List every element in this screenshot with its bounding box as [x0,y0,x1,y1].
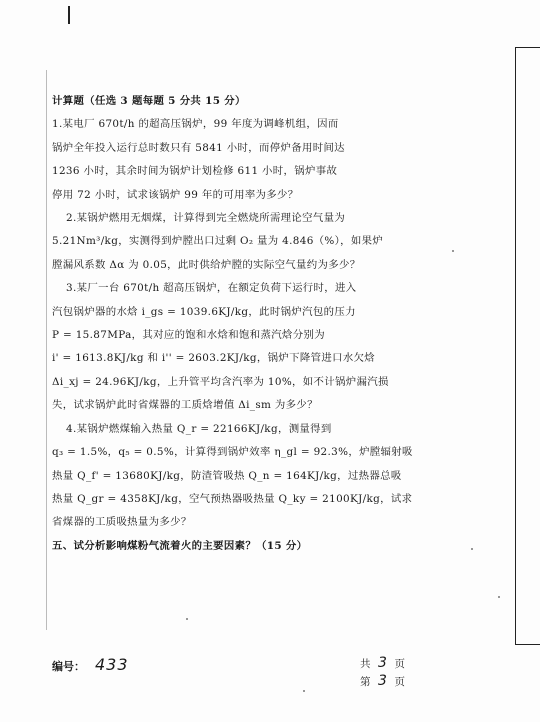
total-suffix: 页 [394,658,405,670]
top-edge-mark [68,6,70,24]
question-4-line-5: 省煤器的工质吸热量为多少？ [52,516,192,529]
question-1-line-2: 锅炉全年投入运行总时数只有 5841 小时，而停炉备用时间达 [52,141,345,154]
scan-speck [452,250,454,252]
question-4-line-3: 热量 Q_f' = 13680KJ/kg，防渣管吸热 Q_n = 164KJ/kg，过热器总吸 [52,469,402,482]
question-4-line-1: 4.某锅炉燃煤输入热量 Q_r = 22166KJ/kg，测量得到 [66,422,332,435]
question-3-line-6: 失，试求锅炉此时省煤器的工质焓增值 Δi_sm 为多少？ [52,399,318,412]
question-2-line-2: 5.21Nm³/kg，实测得到炉膛出口过剩 O₂ 量为 4.846（%），如果炉 [52,235,384,248]
section-five-title: 五、试分析影响煤粉气流着火的主要因素？（15 分） [52,539,308,552]
question-3-line-2: 汽包锅炉器的水焓 i_gs = 1039.6KJ/kg，此时锅炉汽包的压力 [52,305,356,318]
scan-speck [303,690,305,692]
exam-body [52,90,414,558]
left-margin-line [46,70,47,630]
question-2-line-3: 膛漏风系数 Δα 为 0.05，此时供给炉膛的实际空气量约为多少？ [52,258,361,271]
question-3-line-3: P = 15.87MPa，其对应的饱和水焓和饱和蒸汽焓分别为 [52,329,325,342]
total-prefix: 共 [360,658,371,670]
question-3-line-4: i' = 1613.8KJ/kg 和 i'' = 2603.2KJ/kg，锅炉下降管进口水欠焓 [52,352,376,365]
total-pages-line [360,655,430,673]
question-2-line-1: 2.某锅炉燃用无烟煤，计算得到完全燃烧所需理论空气量为 [66,212,346,225]
question-1-line-1: 1.某电厂 670t/h 的超高压锅炉，99 年度为调峰机组，因而 [52,118,339,131]
exam-code-label: 编号： [52,660,85,673]
scan-speck [186,618,188,620]
question-4-line-2: q₃ = 1.5%，q₅ = 0.5%，计算得到锅炉效率 η_gl = 92.3%，炉膛辐射吸 [52,446,413,459]
page-counter [360,655,430,691]
current-page-line [360,673,430,691]
exam-code [52,655,129,674]
question-3-line-5: Δi_xj = 24.96KJ/kg，上升管平均含汽率为 10%，如不计锅炉漏汽损 [52,375,389,388]
current-prefix: 第 [360,676,371,688]
question-4-line-4: 热量 Q_gr = 4358KJ/kg，空气预热器吸热量 Q_ky = 2100KJ/kg，试求 [52,492,413,505]
scan-speck [498,596,500,598]
current-suffix: 页 [394,676,405,688]
question-3-line-1: 3.某厂一台 670t/h 超高压锅炉，在额定负荷下运行时，进入 [66,282,357,295]
scan-speck [471,548,473,550]
question-1-line-3: 1236 小时，其余时间为锅炉计划检修 611 小时，锅炉事故 [52,165,338,178]
adjacent-sheet-frame [515,47,540,645]
total-pages-number: 3 [378,655,387,671]
section-four-title: 计算题（任选 3 题每题 5 分共 15 分） [52,95,246,107]
question-1-line-4: 停用 72 小时，试求该锅炉 99 年的可用率为多少？ [52,188,299,201]
exam-code-value: 433 [95,655,129,674]
current-page-number: 3 [378,673,387,689]
